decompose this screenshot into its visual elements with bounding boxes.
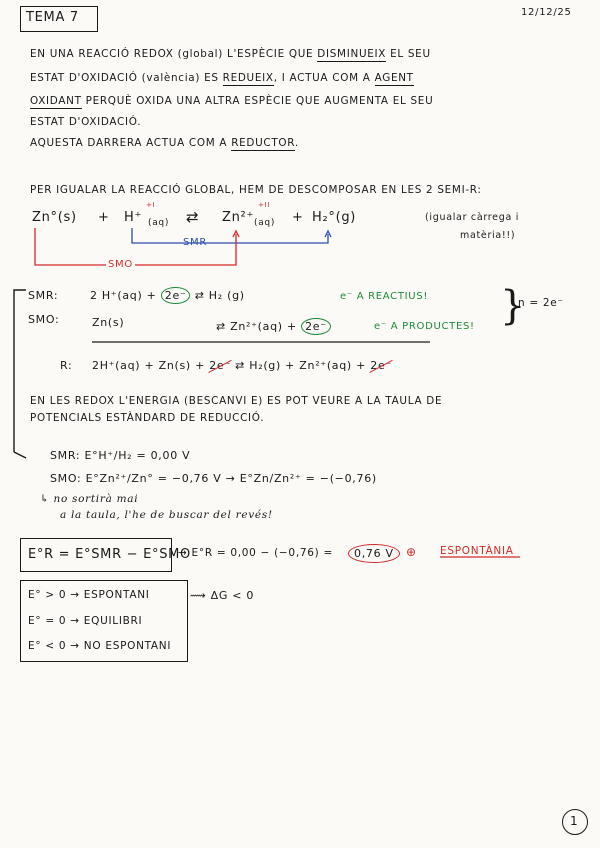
smo-note: e⁻ A PRODUCTES! [374, 321, 475, 332]
formula-result: 0,76 V [348, 544, 400, 563]
formula-calc: → E°R = 0,00 − (−0,76) = [178, 547, 333, 559]
h-oxidation-state: +I [146, 201, 156, 209]
cancelled-electrons-right: 2e⁻ [370, 359, 392, 372]
equilibrium-arrow: ⇄ [186, 208, 200, 226]
zn2-phase: (aq) [254, 218, 276, 228]
criterion-non-spontaneous: E° < 0 → NO ESPONTANI [28, 640, 172, 652]
global-statement: PER IGUALAR LA REACCIÓ GLOBAL, HEM DE DESCOMPOSAR EN LES 2 SEMI-R: [30, 184, 482, 196]
formula-text: E°R = E°SMR − E°SMO [28, 547, 191, 562]
smr-half-eq: 2 H⁺(aq) + 2e⁻ ⇄ H₂ (g) [90, 289, 245, 302]
plus-2: + [292, 210, 304, 225]
balance-note-1: (igualar càrrega i [425, 212, 520, 223]
positive-sign: ⊕ [406, 545, 417, 559]
smo-half-reactant: Zn(s) [92, 316, 125, 329]
product-zn2: Zn²⁺ [222, 210, 255, 225]
plus-1: + [98, 210, 110, 225]
date: 12/12/25 [521, 7, 572, 18]
intro-line-5: AQUESTA DARRERA ACTUA COM A REDUCTOR. [30, 137, 299, 149]
potentials-line-2: POTENCIALS ESTÀNDARD DE REDUCCIÓ. [30, 412, 265, 424]
smo-electrons: 2e⁻ [301, 318, 331, 335]
intro-line-3: OXIDANT PERQUÈ OXIDA UNA ALTRA ESPÈCIE QUE AUGMENTA EL SEU [30, 95, 434, 107]
intro-line-4: ESTAT D'OXIDACIÓ. [30, 116, 142, 128]
cancelled-electrons-left: 2e⁻ [209, 359, 231, 372]
smr-potential: SMR: E°H⁺/H₂ = 0,00 V [50, 449, 191, 462]
r-overall-eq: 2H⁺(aq) + Zn(s) + 2e⁻ ⇄ H₂(g) + Zn²⁺(aq) + 2e⁻ [92, 359, 392, 372]
intro-line-2: ESTAT D'OXIDACIÓ (valència) ES REDUEIX, I ACTUA COM A AGENT [30, 72, 414, 84]
smr-electrons: 2e⁻ [161, 287, 191, 304]
reactant-h: H⁺ [124, 210, 143, 225]
handwritten-note-1: ↳ no sortirà mai [40, 493, 139, 505]
zn2-oxidation-state: +II [258, 201, 271, 209]
smo-half-label: SMO: [28, 313, 60, 326]
reactant-zn: Zn°(s) [32, 210, 77, 225]
smo-half-eq: ⇄ Zn²⁺(aq) + 2e⁻ [216, 321, 331, 332]
smo-label: SMO [108, 259, 133, 270]
handwritten-note-2: a la taula, l'he de buscar del revés! [60, 509, 273, 521]
n-electrons: n = 2e⁻ [518, 297, 564, 309]
half-brace: } [500, 283, 527, 329]
smr-note: e⁻ A REACTIUS! [340, 291, 429, 302]
smr-label: SMR [183, 237, 208, 248]
balance-note-2: matèria!!) [460, 230, 516, 241]
product-h2: H₂°(g) [312, 210, 357, 225]
criterion-spontaneous: E° > 0 → ESPONTANI [28, 589, 150, 601]
smr-half-label: SMR: [28, 289, 59, 302]
potentials-line-1: EN LES REDOX L'ENERGIA (BESCANVI E) ES POT VEURE A LA TAULA DE [30, 395, 443, 407]
criterion-equilibrium: E° = 0 → EQUILIBRI [28, 615, 143, 627]
spontaneity-verdict: ESPONTÀNIA [440, 545, 514, 557]
smo-potential: SMO: E°Zn²⁺/Zn° = −0,76 V → E°Zn/Zn²⁺ = −(−0,76) [50, 472, 377, 485]
intro-line-1: EN UNA REACCIÓ REDOX (global) L'ESPÈCIE QUE DISMINUEIX EL SEU [30, 48, 431, 60]
page-number: 1 [570, 814, 579, 828]
page-title: TEMA 7 [26, 10, 79, 25]
gibbs-relation: ⟿ ΔG < 0 [190, 589, 255, 602]
r-label: R: [60, 359, 73, 372]
h-phase: (aq) [148, 218, 170, 228]
